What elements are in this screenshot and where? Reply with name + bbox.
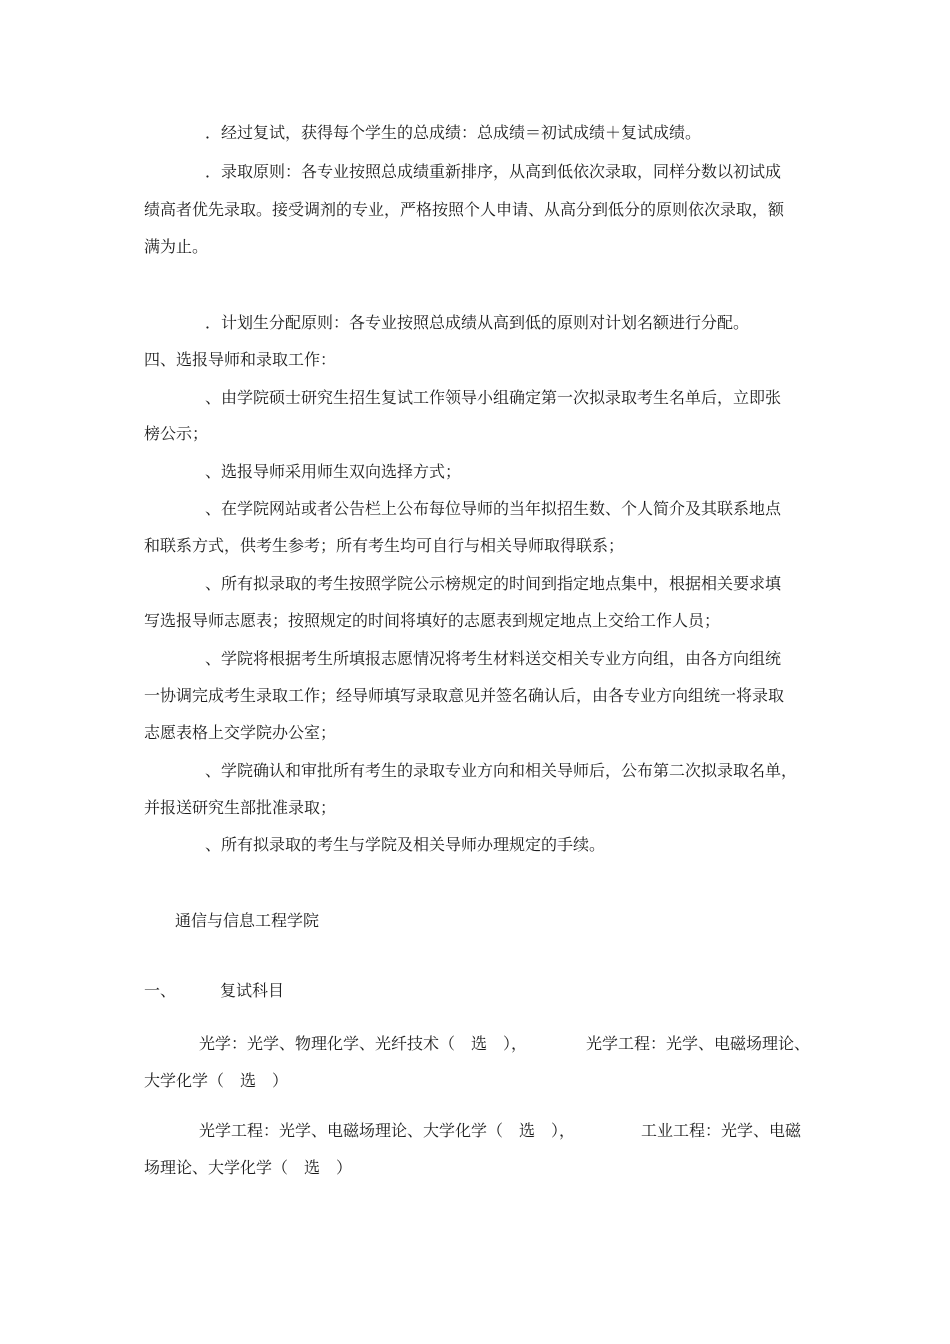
list-item-2: 、选报导师采用师生双向选择方式； xyxy=(205,462,462,481)
paragraph-total-score: ．经过复试，获得每个学生的总成绩：总成绩＝初试成绩＋复试成绩。 xyxy=(205,123,702,142)
list-item-line: 和联系方式，供考生参考；所有考生均可自行与相关导师取得联系； xyxy=(144,536,625,555)
section-number-one: 一、 xyxy=(144,981,177,1000)
subject-optical-engineering: 光学工程：光学、电磁场理论、 xyxy=(586,1034,811,1053)
list-item-7: 、所有拟录取的考生与学院及相关导师办理规定的手续。 xyxy=(205,835,606,854)
list-item-line: 榜公示； xyxy=(144,424,209,443)
section-heading-four: 四、选报导师和录取工作： xyxy=(144,350,337,369)
subject-optical-engineering-2: 光学工程：光学、电磁场理论、大学化学（ 选 ）， xyxy=(199,1121,576,1140)
subject-optics: 光学：光学、物理化学、光纤技术（ 选 ）， xyxy=(199,1034,528,1053)
paragraph-admission-principle: ．录取原则：各专业按照总成绩重新排序，从高到低依次录取，同样分数以初试成 xyxy=(205,162,782,181)
list-item-5: 、学院将根据考生所填报志愿情况将考生材料送交相关专业方向组，由各方向组统 xyxy=(205,649,782,668)
list-item-3: 、在学院网站或者公告栏上公布每位导师的当年拟招生数、个人简介及其联系地点 xyxy=(205,499,782,518)
subject-industrial-engineering: 工业工程：光学、电磁 xyxy=(641,1121,802,1140)
college-heading: 通信与信息工程学院 xyxy=(175,911,320,930)
subject-line: 场理论、大学化学（ 选 ） xyxy=(144,1158,353,1177)
paragraph-line: 满为止。 xyxy=(144,237,209,256)
paragraph-quota-allocation: ．计划生分配原则：各专业按照总成绩从高到低的原则对计划名额进行分配。 xyxy=(205,313,750,332)
list-item-line: 写选报导师志愿表；按照规定的时间将填好的志愿表到规定地点上交给工作人员； xyxy=(144,611,721,630)
list-item-6: 、学院确认和审批所有考生的录取专业方向和相关导师后，公布第二次拟录取名单， xyxy=(205,761,798,780)
paragraph-line: 绩高者优先录取。接受调剂的专业，严格按照个人申请、从高分到低分的原则依次录取，额 xyxy=(144,200,785,219)
section-title-retest-subjects: 复试科目 xyxy=(220,981,285,1000)
list-item-4: 、所有拟录取的考生按照学院公示榜规定的时间到指定地点集中，根据相关要求填 xyxy=(205,574,782,593)
subject-line: 大学化学（ 选 ） xyxy=(144,1071,289,1090)
list-item-line: 志愿表格上交学院办公室； xyxy=(144,723,337,742)
list-item-1: 、由学院硕士研究生招生复试工作领导小组确定第一次拟录取考生名单后，立即张 xyxy=(205,388,782,407)
list-item-line: 并报送研究生部批准录取； xyxy=(144,798,337,817)
list-item-line: 一协调完成考生录取工作；经导师填写录取意见并签名确认后，由各专业方向组统一将录取 xyxy=(144,686,785,705)
